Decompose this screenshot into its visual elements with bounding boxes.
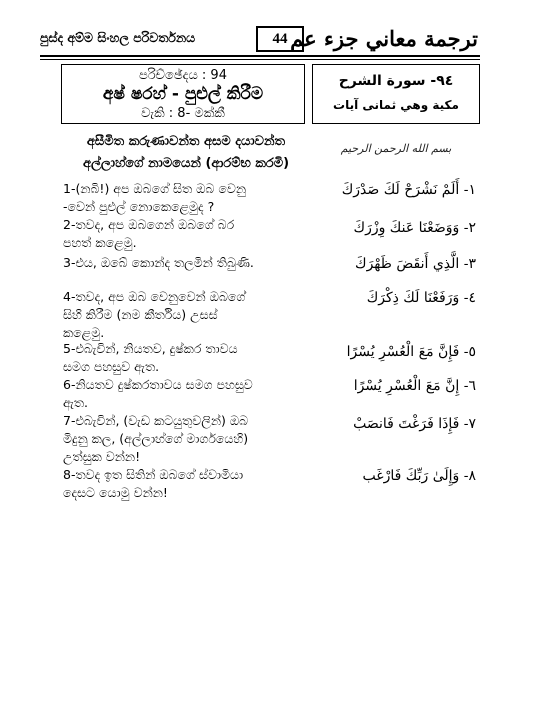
basmala-translation [70,131,302,175]
page-header [40,26,478,56]
chapter-number: පරිච්ඡේදය : 94 [139,68,227,83]
verse-line: මිදුනු කල, (අල්ලාහ්ගේ මාර්ගයෙහි) [63,431,249,446]
verse-arabic: ٢- وَوَضَعْنَا عَنكَ وِزْرَكَ [353,220,476,236]
chapter-info-box [61,64,305,124]
verse-count: වැකි : 8- මක්කී [141,106,225,121]
verse-line: 3-එය, ඔබේ කොන්ද තලමින් තිබුණි. [63,255,254,270]
verse-line: 8-තවද ඉත සිතින් ඔබගේ ස්වාමියා [63,467,244,482]
surah-info-box [312,64,480,124]
verse-line: සිහි කිරීම (නම කීර්තිය) උසස් [63,307,218,322]
verse-line: 4-තවද, අප ඔබ වෙනුවෙන් ඔබගේ [63,289,246,304]
verse-line: 7-එබැවින්, (වැඩ කටයුතුවලින්) ඔබ [63,413,249,428]
verse-line: ඇත. [63,395,88,410]
verse-arabic: ٤- وَرَفَعْنَا لَكَ ذِكْرَكَ [366,290,476,306]
basmala-line-1: අසීමිත කරුණාවන්ත අසම දයාවන්ත [86,134,286,149]
basmala-line-2: අල්ලාහ්ගේ නාමයෙන් (ආරම්භ කරමි) [82,156,290,171]
verse-arabic: ٦- إِنَّ مَعَ الْعُسْرِ يُسْرًا [353,378,476,394]
verse-arabic: ١- أَلَمْ نَشْرَحْ لَكَ صَدْرَكَ [341,182,476,198]
verse-line: උත්සුක වන්න! [63,449,141,464]
surah-description: مكية وهي ثمانى آيات [333,98,459,112]
verse-arabic: ٧- فَإِذَا فَرَغْتَ فَانصَبْ [353,416,476,432]
book-title-sinhala: පුස්ද අම්ම සිංහල පරිවර්තනය [40,30,196,45]
verse-line: -වෙන් පුළුල් නොකෙළෙමුද ? [63,199,215,214]
verse-line: පහත් කළෙමු. [63,235,137,250]
chapter-title: අෂ් ෂරහ් - පුළුල් කිරීම [102,84,264,104]
header-divider-thin [40,59,480,60]
verse-line: 6-නියතව දුෂ්කරතාවය සමග පහසුව [63,377,253,392]
surah-title: ٩٤- سورة الشرح [338,73,454,89]
book-title-arabic: ترجمة معاني جزء عم [290,26,478,51]
verse-line: 1-(නබි!) අප ඔබගේ සිත ඔබ වෙනු [63,181,246,196]
verse-arabic: ٨- وَإِلَىٰ رَبِّكَ فَارْغَب [362,468,476,484]
verse-line: සමග පහසුව ඇත. [63,359,160,374]
verse-line: කළෙමු. [63,325,105,340]
verse-arabic: ٣- الَّذِي أَنقَضَ ظَهْرَكَ [355,256,476,272]
verse-line: දෙසට යොමු වන්න! [63,485,168,500]
header-divider [40,55,480,57]
verse-line: 2-තවද, අප ඔබගෙන් ඔබගේ බර [63,217,235,232]
basmala-calligraphy: بسم الله الرحمن الرحيم [340,142,452,155]
verse-arabic: ٥- فَإِنَّ مَعَ الْعُسْرِ يُسْرًا [346,344,476,360]
verse-line: 5-එබැවින්, නියතව, දුෂ්කර තාවය [63,341,238,356]
page-number: 44 [256,26,304,52]
